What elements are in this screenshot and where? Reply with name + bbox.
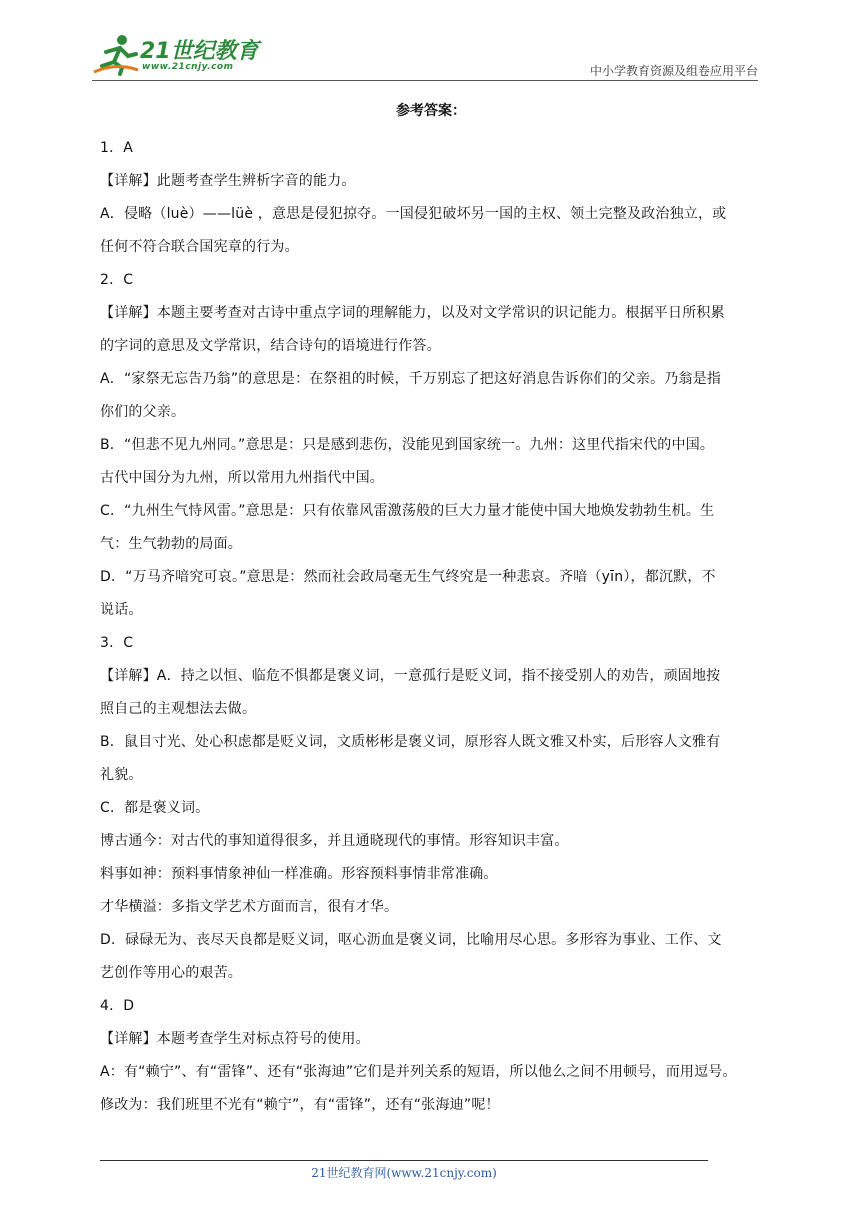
text-line: A．侵略（luè）——lüè ，意思是侵犯掠夺。一国侵犯破坏另一国的主权、领土完整及政治独立，或 [100, 206, 727, 222]
text-line: B．“但悲不见九州同。”意思是：只是感到悲伤，没能见到国家统一。九州：这里代指宋代的中国。 [100, 437, 715, 453]
text-line: 说话。 [100, 602, 143, 618]
text-line: 【详解】本题考查学生对标点符号的使用。 [100, 1031, 370, 1047]
text-line: A．“家祭无忘告乃翁”的意思是：在祭祖的时候，千万别忘了把这好消息告诉你们的父亲。乃翁是指 [100, 371, 722, 387]
text-line: D．“万马齐喑究可哀。”意思是：然而社会政局毫无生气终究是一种悲哀。齐喑（yīn），都沉默，不 [100, 569, 716, 585]
text-line: 才华横溢：多指文学艺术方面而言，很有才华。 [100, 899, 399, 915]
text-line: 任何不符合联合国宪章的行为。 [100, 239, 299, 255]
text-line: 照自己的主观想法去做。 [100, 701, 257, 717]
text-line: 气：生气勃勃的局面。 [100, 536, 242, 552]
text-line: 【详解】本题主要考查对古诗中重点字词的理解能力，以及对文学常识的识记能力。根据平日所积累 [100, 305, 725, 321]
text-line: 博古通今：对古代的事知道得很多，并且通晓现代的事情。形容知识丰富。 [100, 833, 569, 849]
text-line: 1．A [100, 140, 134, 156]
text-line: D．碌碌无为、丧尽天良都是贬义词，呕心沥血是褒义词，比喻用尽心思。多形容为事业、工作、文 [100, 932, 722, 948]
answer-content [100, 100, 762, 1122]
text-line: 修改为：我们班里不光有“赖宁”，有“雷锋”，还有“张海迪”呢！ [100, 1097, 500, 1113]
page-header [92, 32, 758, 80]
text-line: 艺创作等用心的艰苦。 [100, 965, 242, 981]
text-line: C．都是褒义词。 [100, 800, 210, 816]
logo-main-text: 21世纪教育 [140, 39, 259, 64]
text-line: A：有“赖宁”、有“雷锋”、还有“张海迪”它们是并列关系的短语，所以他么之间不用顿号，而用逗号。 [100, 1064, 737, 1080]
header-divider [92, 80, 758, 81]
text-line: B．鼠目寸光、处心积虑都是贬义词，文质彬彬是褒义词，原形容人既文雅又朴实，后形容人文雅有 [100, 734, 721, 750]
text-line: 古代中国分为九州，所以常用九州指代中国。 [100, 470, 384, 486]
logo-sub-text: www.21cnjy.com [142, 62, 234, 72]
text-line: 4．D [100, 998, 135, 1014]
footer-text: 21世纪教育网(www.21cnjy.com) [311, 1166, 497, 1180]
page-title: 参考答案： [396, 103, 466, 119]
text-line: 你们的父亲。 [100, 404, 186, 420]
text-line: 料事如神：预料事情象神仙一样准确。形容预料事情非常准确。 [100, 866, 498, 882]
text-line: C．“九州生气恃风雷。”意思是：只有依靠风雷激荡般的巨大力量才能使中国大地焕发勃勃生机。生 [100, 503, 715, 519]
footer-divider [100, 1160, 708, 1161]
text-line: 3．C [100, 635, 134, 651]
logo [92, 32, 262, 76]
text-line: 【详解】此题考查学生辨析字音的能力。 [100, 173, 356, 189]
text-line: 礼貌。 [100, 767, 143, 783]
text-line: 【详解】A．持之以恒、临危不惧都是褒义词，一意孤行是贬义词，指不接受别人的劝告，顽固地按 [100, 668, 721, 684]
platform-label: 中小学教育资源及组卷应用平台 [589, 64, 758, 78]
text-line: 2．C [100, 272, 134, 288]
text-line: 的字词的意思及文学常识，结合诗句的语境进行作答。 [100, 338, 441, 354]
answer-lines [100, 132, 762, 1122]
runner-icon [92, 32, 140, 76]
